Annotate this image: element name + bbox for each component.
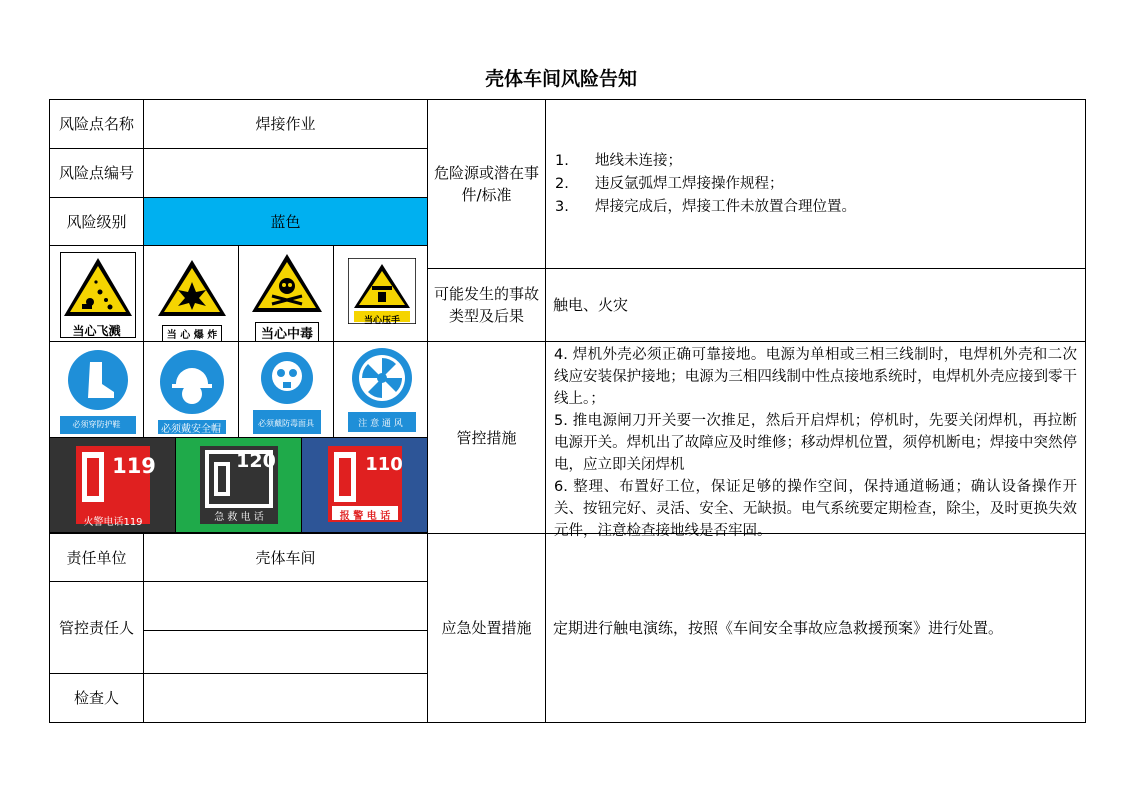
risk-level-value: 蓝色 — [143, 197, 428, 246]
risk-code-value — [143, 148, 428, 198]
poison-warning-icon — [250, 252, 324, 314]
phone-caption: 火警电话119 — [83, 517, 143, 528]
inspector-value — [143, 673, 428, 723]
control-label: 管控措施 — [427, 341, 546, 534]
mandatory-sign-gas-mask — [238, 341, 334, 438]
hazard-item: 3. 焊接完成后，焊接工件未放置合理位置。 — [555, 198, 856, 215]
responsible-person-label: 管控责任人 — [49, 581, 144, 674]
hazard-list — [555, 150, 856, 219]
inspector-label: 检查人 — [49, 673, 144, 723]
mandatory-sign-ventilation — [333, 341, 428, 438]
warning-sign-explosion — [143, 245, 239, 342]
responsible-person-value-2 — [143, 630, 428, 674]
accident-label: 可能发生的事故类型及后果 — [427, 268, 546, 342]
control-item: 4. 焊机外壳必须正确可靠接地。电源为单相或三相三线制时，电焊机外壳和二次线应安装保护接地；电源为三相四线制中性点接地系统时，电焊机外壳应接到零干线上。； — [554, 347, 1077, 407]
mandatory-sign-boots — [49, 341, 144, 438]
accident-value: 触电、火灾 — [545, 268, 1086, 342]
phone-number: 119 — [112, 454, 156, 478]
control-measures — [545, 341, 1086, 539]
warning-sign-hand-crush — [333, 245, 428, 342]
risk-name-value: 焊接作业 — [143, 99, 428, 149]
hazard-label: 危险源或潜在事件/标准 — [427, 99, 546, 269]
warning-sign-poison — [238, 245, 334, 342]
phone-number: 120 — [236, 450, 276, 472]
warning-caption: 当 心 爆 炸 — [162, 325, 222, 342]
risk-code-label: 风险点编号 — [49, 148, 144, 198]
warning-sign-flying-debris — [49, 245, 144, 342]
phone-number: 110 — [365, 454, 403, 475]
mandatory-caption: 必须戴防毒面具 — [258, 419, 314, 428]
hazard-list-cell — [545, 99, 1086, 269]
warning-caption: 当心飞溅 — [72, 324, 121, 338]
hazard-item: 2. 违反氩弧焊工焊接操作规程； — [555, 175, 784, 192]
mandatory-caption: 必须穿防护鞋 — [72, 420, 121, 429]
mandatory-sign-helmet — [143, 341, 239, 438]
mandatory-caption: 必须戴安全帽 — [161, 424, 221, 435]
emergency-label: 应急处置措施 — [427, 533, 546, 723]
control-item: 5. 推电源闸刀开关要一次推足，然后开启焊机；停机时，先要关闭焊机，再拉断电源开关。焊机出了故障应及时维修；移动焊机位置，须停机断电；焊接中突然停电，应立即关闭焊机 — [554, 413, 1077, 473]
phone-sign-ambulance — [175, 437, 302, 533]
mandatory-caption: 注 意 通 风 — [358, 419, 403, 429]
responsible-unit-value: 壳体车间 — [143, 533, 428, 582]
risk-name-label: 风险点名称 — [49, 99, 144, 149]
page-title: 壳体车间风险告知 — [484, 68, 637, 90]
phone-caption: 报 警 电 话 — [339, 511, 391, 522]
phone-sign-police — [301, 437, 428, 533]
responsible-unit-label: 责任单位 — [49, 533, 144, 582]
risk-level-label: 风险级别 — [49, 197, 144, 246]
phone-sign-fire — [49, 437, 176, 533]
emergency-value: 定期进行触电演练，按照《车间安全事故应急救援预案》进行处置。 — [545, 533, 1086, 723]
responsible-person-value-1 — [143, 581, 428, 631]
warning-caption: 当心压手 — [363, 316, 400, 326]
hazard-item: 1. 地线未连接； — [555, 152, 682, 169]
phone-caption: 急 救 电 话 — [214, 512, 264, 523]
explosion-warning-icon — [156, 258, 228, 318]
warning-caption: 当心中毒 — [255, 322, 319, 342]
control-item: 6. 整理、布置好工位，保证足够的操作空间，保持通道畅通；确认设备操作开关、按钮完好、灵活、安全、无缺损。电气系统要定期检查，除尘，及时更换失效元件，注意检查接地线是否牢固。 — [554, 479, 1077, 539]
